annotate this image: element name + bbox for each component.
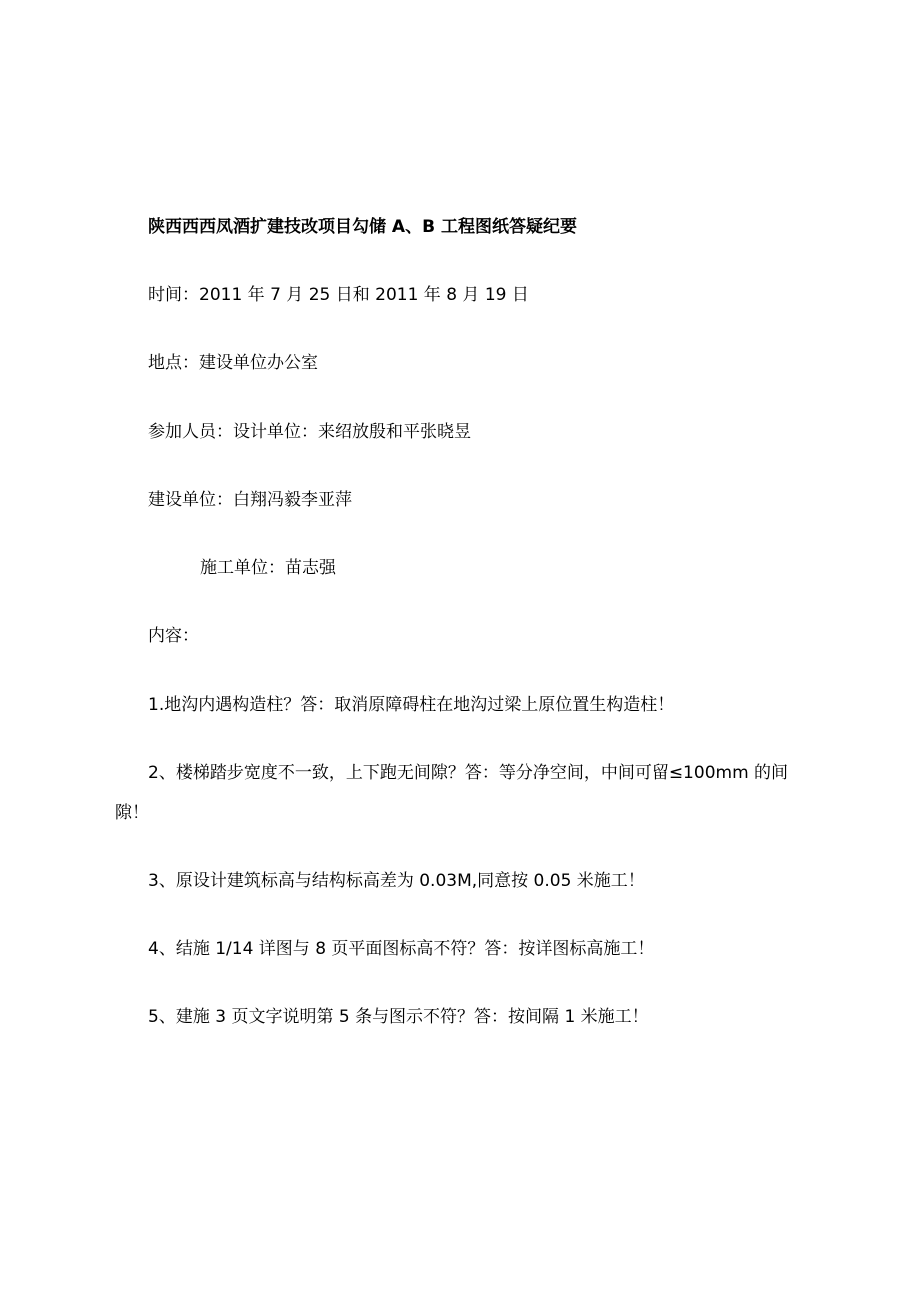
attendees-contractor-unit: 施工单位：苗志强 bbox=[200, 558, 336, 578]
content-label: 内容： bbox=[148, 626, 199, 646]
document-title: 陕西西西凤酒扩建技改项目勾储 A、B 工程图纸答疑纪要 bbox=[148, 217, 577, 237]
qa-item-2: 2、楼梯踏步宽度不一致，上下跑无间隙？答：等分净空间，中间可留≤100mm 的间隙！ bbox=[115, 763, 789, 823]
meeting-place: 地点：建设单位办公室 bbox=[148, 353, 318, 373]
qa-item-4: 4、结施 1/14 详图与 8 页平面图标高不符？答：按详图标高施工！ bbox=[148, 939, 655, 959]
qa-item-5: 5、建施 3 页文字说明第 5 条与图示不符？答：按间隔 1 米施工！ bbox=[148, 1007, 649, 1027]
qa-item-3: 3、原设计建筑标高与结构标高差为 0.03M,同意按 0.05 米施工！ bbox=[148, 871, 645, 891]
attendees-owner-unit: 建设单位：白翔冯毅李亚萍 bbox=[148, 490, 352, 510]
qa-item-1: 1.地沟内遇构造柱？答：取消原障碍柱在地沟过梁上原位置生构造柱！ bbox=[148, 695, 675, 715]
meeting-time: 时间：2011 年 7 月 25 日和 2011 年 8 月 19 日 bbox=[148, 285, 529, 305]
attendees-design-unit: 参加人员：设计单位：来绍放殷和平张晓昱 bbox=[148, 422, 471, 442]
